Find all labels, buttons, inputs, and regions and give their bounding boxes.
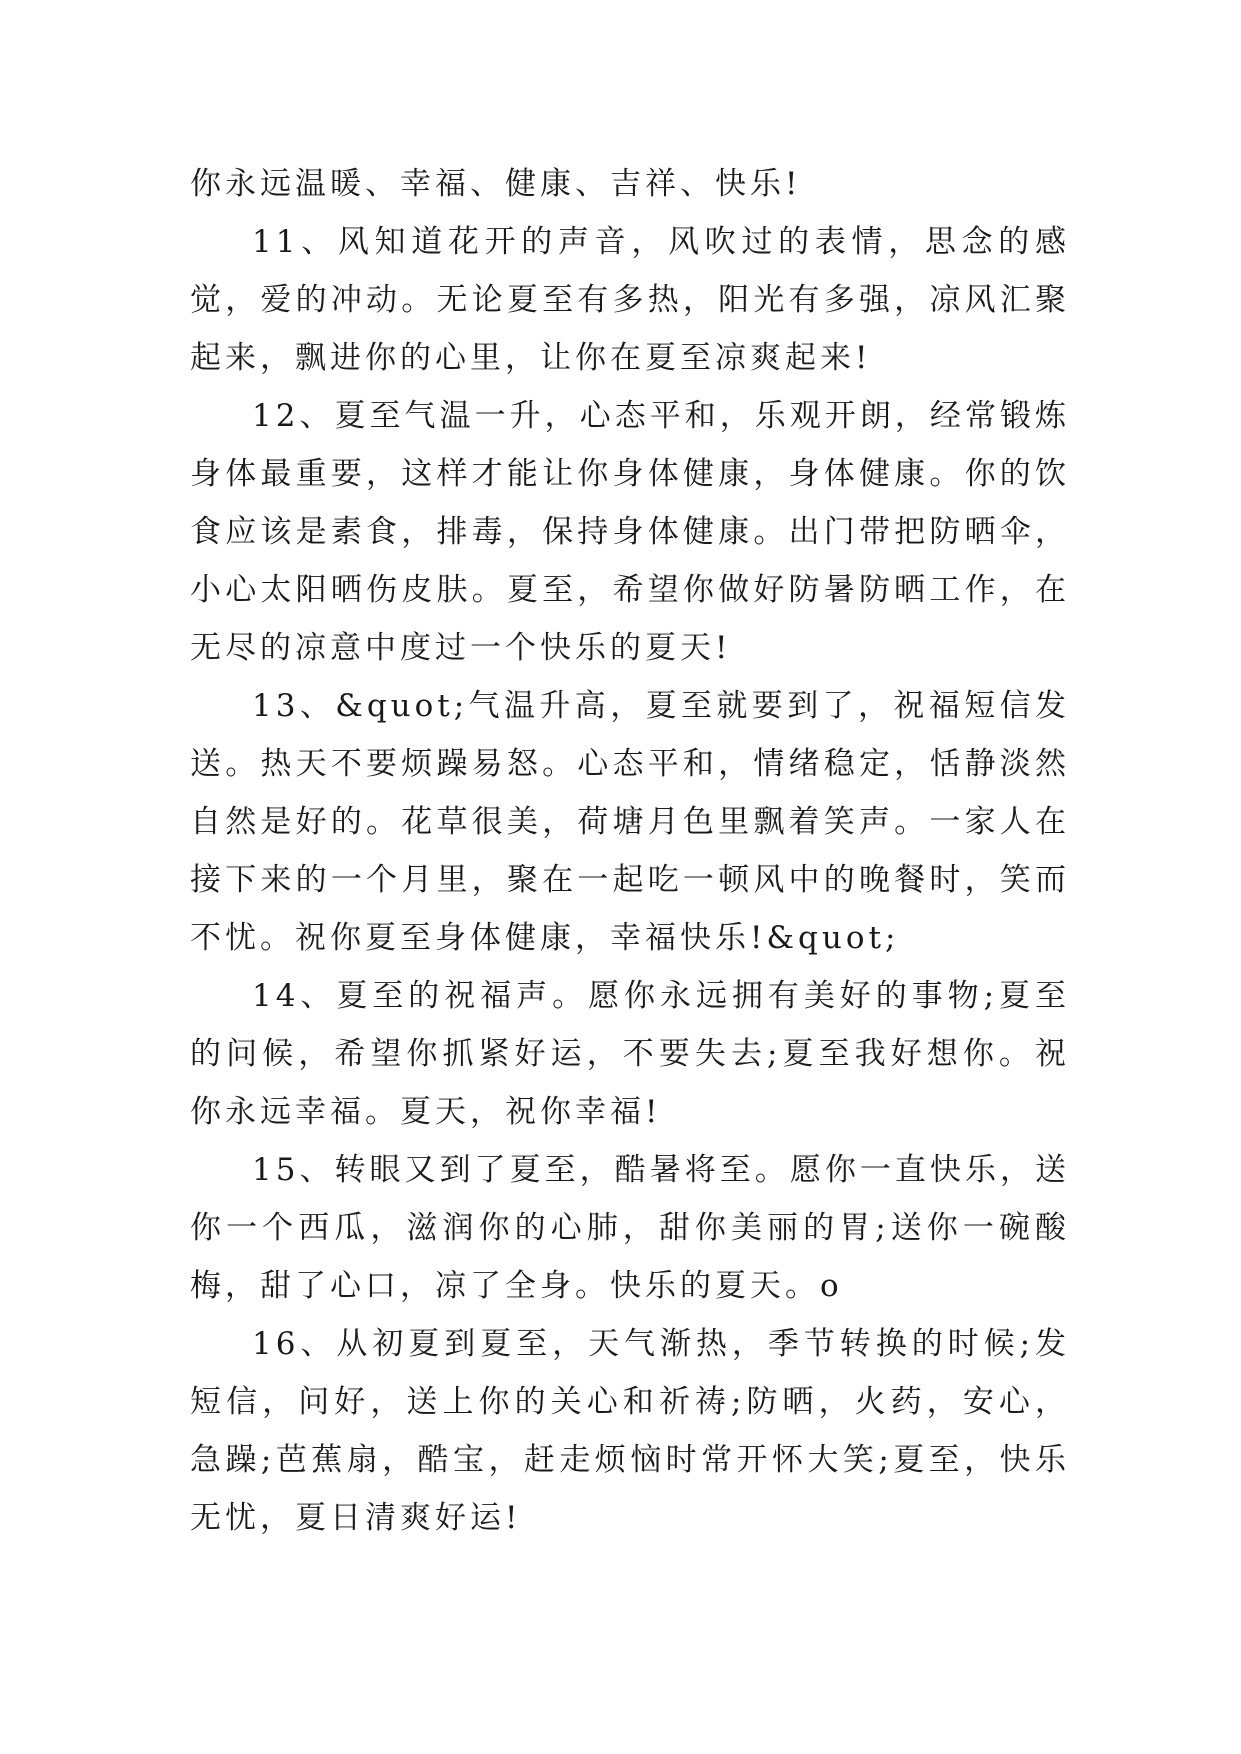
paragraph-continuation: 你永远温暖、幸福、健康、吉祥、快乐! bbox=[190, 166, 802, 202]
paragraph-12: 12、夏至气温一升，心态平和，乐观开朗，经常锻炼身体最重要，这样才能让你身体健康，身体健康。你的饮食应该是素食，排毒，保持身体健康。出门带把防晒伞，小心太阳晒伤皮肤。夏至，希望你做好防暑防晒工作，在无尽的凉意中度过一个快乐的夏天! bbox=[190, 398, 1070, 666]
paragraph-16: 16、从初夏到夏至，天气渐热，季节转换的时候;发短信，问好，送上你的关心和祈祷;防晒，火药，安心，急躁;芭蕉扇，酷宝，赶走烦恼时常开怀大笑;夏至，快乐无忧，夏日清爽好运! bbox=[190, 1326, 1070, 1536]
paragraph-11: 11、风知道花开的声音，风吹过的表情，思念的感觉，爱的冲动。无论夏至有多热，阳光有多强，凉风汇聚起来，飘进你的心里，让你在夏至凉爽起来! bbox=[190, 224, 1070, 376]
body-text bbox=[190, 155, 1070, 1547]
paragraph-15: 15、转眼又到了夏至，酷暑将至。愿你一直快乐，送你一个西瓜，滋润你的心肺，甜你美丽的胃;送你一碗酸梅，甜了心口，凉了全身。快乐的夏天。o bbox=[190, 1152, 1070, 1304]
paragraph-14: 14、夏至的祝福声。愿你永远拥有美好的事物;夏至的问候，希望你抓紧好运，不要失去;夏至我好想你。祝你永远幸福。夏天，祝你幸福! bbox=[190, 978, 1070, 1130]
paragraph-13: 13、&quot;气温升高，夏至就要到了，祝福短信发送。热天不要烦躁易怒。心态平和，情绪稳定，恬静淡然自然是好的。花草很美，荷塘月色里飘着笑声。一家人在接下来的一个月里，聚在一起吃一顿风中的晚餐时，笑而不忧。祝你夏至身体健康，幸福快乐!&quot; bbox=[190, 688, 1070, 956]
